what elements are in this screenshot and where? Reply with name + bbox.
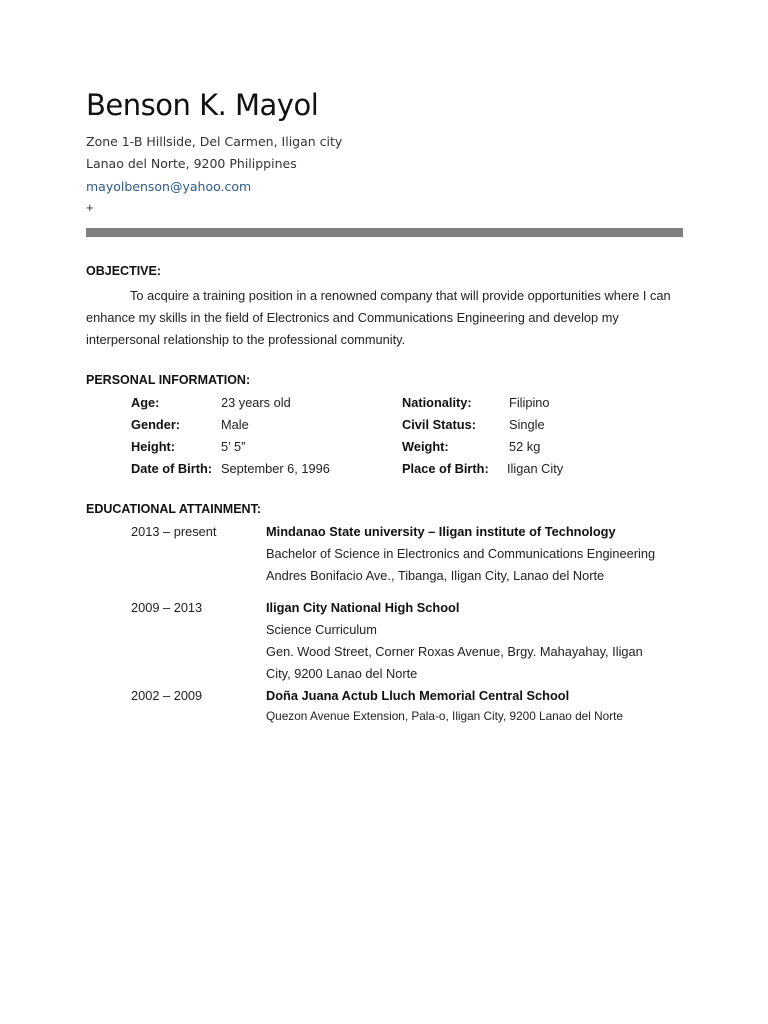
objective-heading: OBJECTIVE: (86, 264, 162, 278)
education-heading: EDUCATIONAL ATTAINMENT: (86, 502, 261, 516)
civil-status-value: Single (509, 417, 545, 432)
education-detail: Andres Bonifacio Ave., Tibanga, Iligan City, Lanao del Norte (266, 568, 605, 583)
gender-label: Gender: (131, 417, 181, 432)
education-detail: Quezon Avenue Extension, Pala-o, Iligan City, 9200 Lanao del Norte (266, 709, 623, 723)
nationality-label: Nationality: (402, 395, 472, 410)
objective-text: To acquire a training position in a renowned company that will provide opportunities where I can enhance my skills in the field of Electronics and Communications Engineering and develop my interpersonal relationship to the professional community. (86, 288, 671, 347)
address-line-1: Zone 1-B Hillside, Del Carmen, Iligan city (86, 134, 343, 149)
weight-value: 52 kg (509, 439, 541, 454)
education-detail: Science Curriculum (266, 622, 377, 637)
gender-value: Male (221, 417, 249, 432)
applicant-name: Benson K. Mayol (86, 88, 319, 122)
education-detail: Bachelor of Science in Electronics and Communications Engineering (266, 546, 656, 561)
birth-date-value: September 6, 1996 (221, 461, 330, 476)
birth-place-value: Iligan City (507, 461, 564, 476)
email-link[interactable]: mayolbenson@yahoo.com (86, 179, 252, 194)
age-label: Age: (131, 395, 160, 410)
nationality-value: Filipino (509, 395, 550, 410)
address-line-2: Lanao del Norte, 9200 Philippines (86, 156, 297, 171)
height-value: 5’ 5” (221, 439, 246, 454)
age-value: 23 years old (221, 395, 291, 410)
plus-line: + (86, 200, 94, 215)
birth-place-label: Place of Birth: (402, 461, 489, 476)
civil-status-label: Civil Status: (402, 417, 476, 432)
education-detail: Gen. Wood Street, Corner Roxas Avenue, Brgy. Mahayahay, Iligan (266, 644, 643, 659)
header-divider (86, 228, 683, 237)
weight-label: Weight: (402, 439, 449, 454)
height-label: Height: (131, 439, 176, 454)
education-years: 2013 – present (131, 524, 217, 539)
education-detail: City, 9200 Lanao del Norte (266, 666, 418, 681)
education-school: Iligan City National High School (266, 600, 460, 615)
education-school: Mindanao State university – Iligan institute of Technology (266, 524, 616, 539)
birth-date-label: Date of Birth: (131, 461, 213, 476)
education-school: Doña Juana Actub Lluch Memorial Central School (266, 688, 570, 703)
education-years: 2002 – 2009 (131, 688, 203, 703)
education-years: 2009 – 2013 (131, 600, 203, 615)
personal-info-heading: PERSONAL INFORMATION: (86, 373, 251, 387)
